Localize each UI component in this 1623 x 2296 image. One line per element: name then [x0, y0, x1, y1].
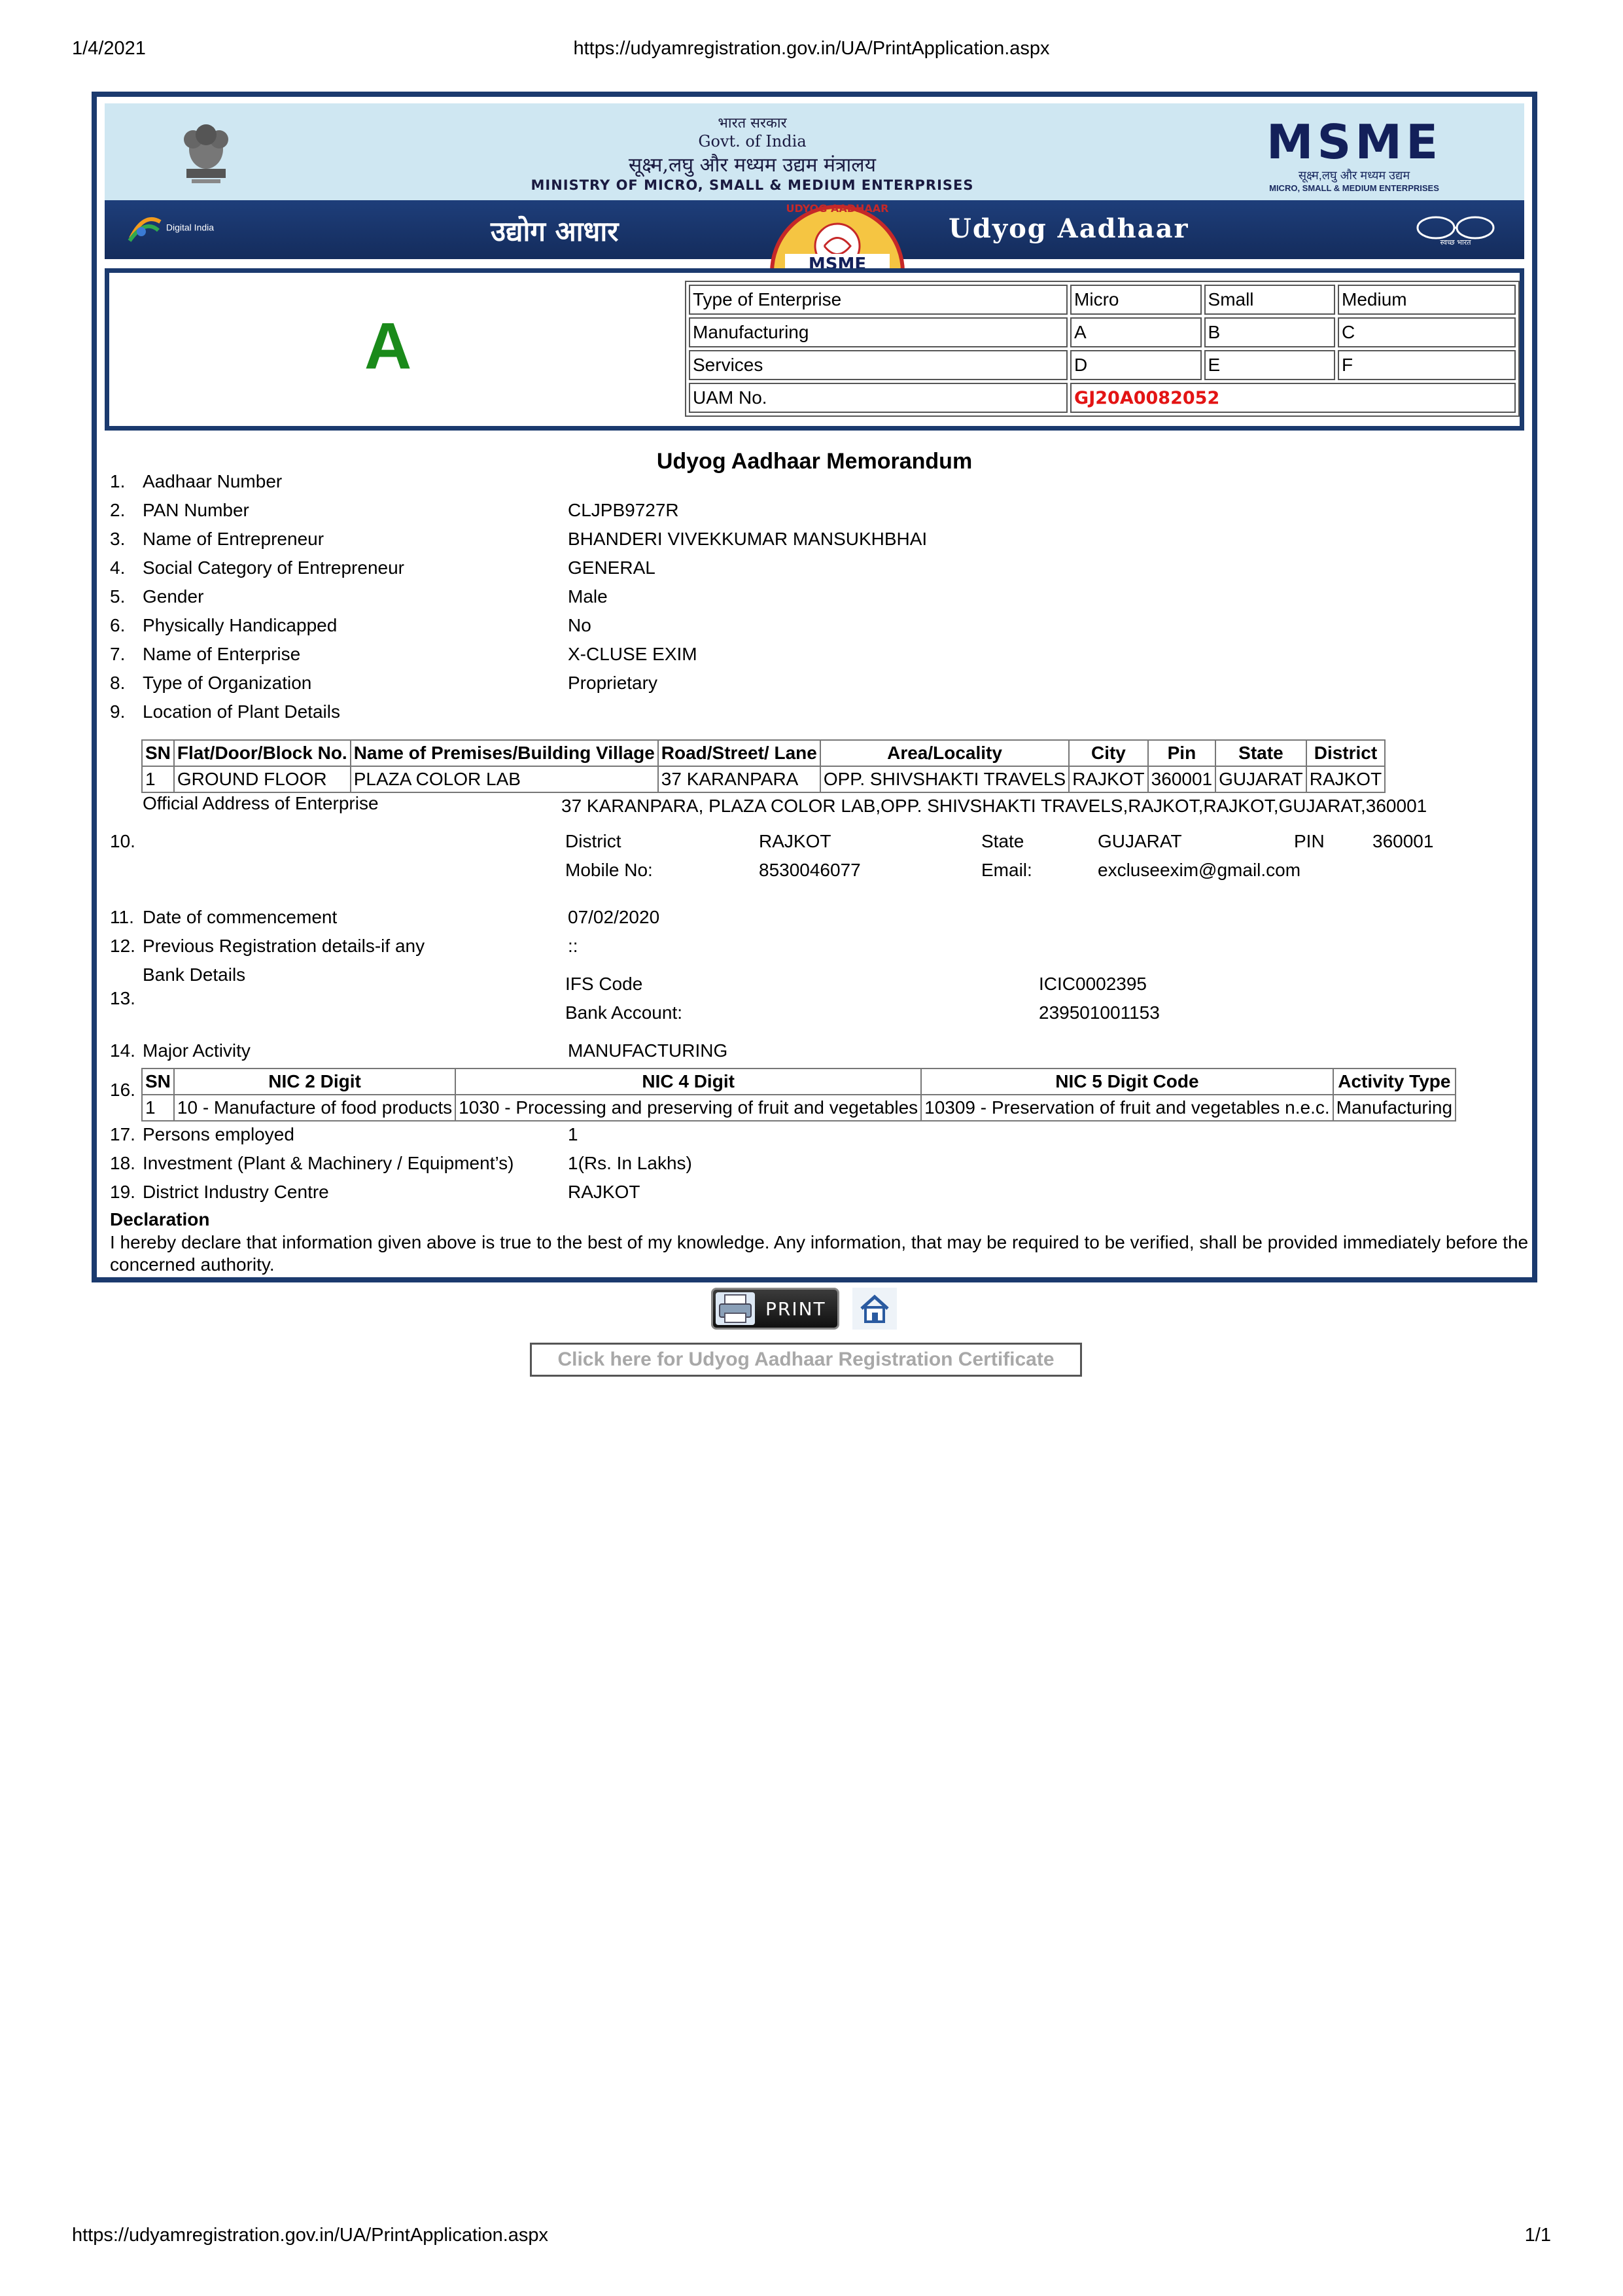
field-number: 13. — [110, 988, 135, 1008]
column-header: NIC 4 Digit — [455, 1069, 921, 1095]
field-label: Name of Entrepreneur — [143, 529, 324, 549]
table-cell: 1 — [142, 766, 174, 792]
field-number: 10. — [110, 831, 135, 851]
field-value: 07/02/2020 — [568, 907, 660, 927]
column-header: Road/Street/ Lane — [658, 740, 820, 766]
enterprise-classification — [105, 268, 1524, 431]
field-number: 7. — [110, 644, 126, 664]
field-value: CLJPB9727R — [568, 500, 679, 520]
swachh-bharat-glasses-icon — [1413, 213, 1498, 246]
field-value: :: — [568, 936, 578, 956]
field-label: Previous Registration details-if any — [143, 936, 425, 956]
print-date: 1/4/2021 — [72, 38, 146, 59]
mobile-label: Mobile No: — [565, 860, 653, 880]
field-label: District Industry Centre — [143, 1182, 329, 1202]
ministry-hindi: सूक्ष्म,लघु और मध्यम उद्यम मंत्रालय — [628, 154, 877, 177]
address-label: Official Address of Enterprise — [143, 793, 379, 813]
ministry-banner — [105, 103, 1524, 200]
field-number: 9. — [110, 701, 126, 722]
msme-logo — [1217, 116, 1492, 195]
field-value: 1 — [568, 1124, 578, 1144]
column-header: District — [1306, 740, 1385, 766]
table-cell: 1 — [142, 1095, 174, 1121]
uam-number: GJ20A0082052 — [1070, 383, 1516, 413]
plant-location-table — [141, 739, 1386, 793]
field-label: Persons employed — [143, 1124, 294, 1144]
print-button-label: PRINT — [765, 1298, 826, 1320]
page-title: Udyog Aadhaar Memorandum — [656, 449, 973, 474]
table-cell: 360001 — [1148, 766, 1215, 792]
table-header-row — [142, 1069, 1456, 1095]
table-cell: Micro — [1070, 285, 1201, 315]
field-value: RAJKOT — [568, 1182, 640, 1202]
table-cell: 1030 - Processing and preserving of fruit and vegetables — [455, 1095, 921, 1121]
field-value: X-CLUSE EXIM — [568, 644, 697, 664]
district-value: RAJKOT — [759, 831, 831, 851]
field-number: 5. — [110, 586, 126, 607]
field-number: 2. — [110, 500, 126, 520]
printer-icon — [716, 1292, 755, 1325]
memorandum-frame — [92, 92, 1537, 1282]
table-cell: Small — [1204, 285, 1335, 315]
table-cell: PLAZA COLOR LAB — [351, 766, 658, 792]
digital-india-icon — [124, 212, 164, 245]
print-url: https://udyamregistration.gov.in/UA/PrintApplication.aspx — [573, 38, 1050, 59]
print-header — [72, 38, 1551, 64]
field-label: Name of Enterprise — [143, 644, 301, 664]
field-value: BHANDERI VIVEKKUMAR MANSUKHBHAI — [568, 529, 928, 549]
column-header: Activity Type — [1333, 1069, 1456, 1095]
declaration-text: I hereby declare that information given above is true to the best of my knowledge. Any information, that may be required to be verified, shall be provided immediately before the concerned authority. — [110, 1232, 1529, 1275]
table-row — [689, 285, 1516, 315]
digital-india-logo — [124, 212, 214, 245]
ministry-english: MINISTRY OF MICRO, SMALL & MEDIUM ENTERPRISES — [531, 177, 974, 193]
table-cell: RAJKOT — [1306, 766, 1385, 792]
table-row — [142, 1095, 1456, 1121]
uam-label: UAM No. — [689, 383, 1068, 413]
gov-hindi: भारत सरकार — [718, 115, 787, 132]
msme-hindi: सूक्ष्म,लघु और मध्यम उद्यम — [1298, 169, 1410, 182]
field-value: MANUFACTURING — [568, 1040, 728, 1061]
column-header: NIC 5 Digit Code — [921, 1069, 1333, 1095]
table-cell: Manufacturing — [689, 317, 1068, 347]
table-cell: Medium — [1338, 285, 1516, 315]
enterprise-type-table — [685, 281, 1520, 417]
field-label: Gender — [143, 586, 204, 607]
column-header: Flat/Door/Block No. — [174, 740, 351, 766]
msme-english: MICRO, SMALL & MEDIUM ENTERPRISES — [1269, 183, 1439, 193]
table-cell: B — [1204, 317, 1335, 347]
seal-bottom-text: MSME — [808, 255, 867, 272]
ministry-title — [471, 113, 1034, 193]
table-cell: A — [1070, 317, 1201, 347]
table-header-row — [142, 740, 1385, 766]
table-cell: C — [1338, 317, 1516, 347]
certificate-link[interactable]: Click here for Udyog Aadhaar Registration Certificate — [530, 1343, 1082, 1377]
state-label: State — [981, 831, 1024, 851]
column-header: City — [1069, 740, 1147, 766]
table-cell: GUJARAT — [1215, 766, 1306, 792]
table-cell: Manufacturing — [1333, 1095, 1456, 1121]
field-number: 19. — [110, 1182, 135, 1202]
digital-india-text: Digital India — [166, 222, 215, 233]
field-number: 16. — [110, 1080, 135, 1100]
seal-top-text: UDYOG AADHAAR — [786, 202, 889, 215]
table-cell: D — [1070, 350, 1201, 380]
email-value: excluseexim@gmail.com — [1098, 860, 1301, 880]
column-header: Name of Premises/Building Village — [351, 740, 658, 766]
column-header: Pin — [1148, 740, 1215, 766]
field-label: Major Activity — [143, 1040, 251, 1061]
field-label: Location of Plant Details — [143, 701, 340, 722]
column-header: NIC 2 Digit — [174, 1069, 455, 1095]
field-value: GENERAL — [568, 557, 655, 578]
field-number: 11. — [110, 907, 134, 927]
field-value: No — [568, 615, 591, 635]
field-label: Physically Handicapped — [143, 615, 338, 635]
field-number: 17. — [110, 1124, 135, 1144]
field-label: Social Category of Entrepreneur — [143, 557, 404, 578]
gov-english: Govt. of India — [698, 132, 807, 150]
field-number: 6. — [110, 615, 126, 635]
table-row — [689, 383, 1516, 413]
table-cell: Type of Enterprise — [689, 285, 1068, 315]
email-label: Email: — [981, 860, 1032, 880]
field-value: 1(Rs. In Lakhs) — [568, 1153, 692, 1173]
table-row — [142, 766, 1385, 792]
table-cell: 10 - Manufacture of food products — [174, 1095, 455, 1121]
table-cell: E — [1204, 350, 1335, 380]
ifs-value: ICIC0002395 — [1039, 974, 1147, 994]
udyog-aadhaar-english: Udyog Aadhaar — [949, 213, 1189, 244]
field-number: 8. — [110, 673, 126, 693]
mobile-value: 8530046077 — [759, 860, 861, 880]
district-label: District — [565, 831, 621, 851]
column-header: State — [1215, 740, 1306, 766]
table-cell: GROUND FLOOR — [174, 766, 351, 792]
column-header: SN — [142, 740, 174, 766]
footer-url: https://udyamregistration.gov.in/UA/PrintApplication.aspx — [72, 2225, 549, 2246]
address-value: 37 KARANPARA, PLAZA COLOR LAB,OPP. SHIVSHAKTI TRAVELS,RAJKOT,RAJKOT,GUJARAT,360001 — [561, 796, 1427, 816]
pin-label: PIN — [1294, 831, 1325, 851]
bank-details-label: Bank Details — [143, 964, 246, 985]
udyog-aadhaar-banner — [105, 200, 1524, 272]
ashoka-emblem-icon — [167, 116, 245, 188]
table-cell: F — [1338, 350, 1516, 380]
column-header: SN — [142, 1069, 174, 1095]
bank-account-value: 239501001153 — [1039, 1002, 1160, 1023]
udyog-aadhaar-hindi: उद्योग आधार — [491, 215, 619, 247]
field-label: Type of Organization — [143, 673, 312, 693]
table-row — [689, 350, 1516, 380]
column-header: Area/Locality — [820, 740, 1069, 766]
print-button[interactable] — [711, 1288, 839, 1330]
swachh-bharat-label: स्वच्छ भारत — [1440, 238, 1471, 246]
ifs-label: IFS Code — [565, 974, 643, 994]
field-number: 18. — [110, 1153, 135, 1173]
field-value: Male — [568, 586, 608, 607]
table-cell: 10309 - Preservation of fruit and vegetables n.e.c. — [921, 1095, 1333, 1121]
table-cell: 37 KARANPARA — [658, 766, 820, 792]
table-cell: OPP. SHIVSHAKTI TRAVELS — [820, 766, 1069, 792]
field-number: 3. — [110, 529, 126, 549]
print-footer — [72, 2225, 1551, 2251]
field-label: Date of commencement — [143, 907, 338, 927]
nic-activity-table — [141, 1068, 1456, 1122]
field-label: Investment (Plant & Machinery / Equipment’s) — [143, 1153, 514, 1173]
table-row — [689, 317, 1516, 347]
msme-logo-text: MSME — [1266, 115, 1442, 169]
field-number: 4. — [110, 557, 126, 578]
declaration-title: Declaration — [110, 1209, 210, 1229]
bank-account-label: Bank Account: — [565, 1002, 683, 1023]
field-value: Proprietary — [568, 673, 657, 693]
page-number: 1/1 — [1524, 2225, 1551, 2246]
table-cell: Services — [689, 350, 1068, 380]
field-label: Aadhaar Number — [143, 471, 283, 491]
field-number: 14. — [110, 1040, 135, 1061]
udyog-aadhaar-seal — [759, 194, 916, 272]
table-cell: RAJKOT — [1069, 766, 1147, 792]
pin-value: 360001 — [1372, 831, 1434, 851]
field-label: PAN Number — [143, 500, 249, 520]
field-number: 1. — [110, 471, 126, 491]
field-number: 12. — [110, 936, 135, 956]
enterprise-grade: A — [364, 309, 412, 383]
state-value: GUJARAT — [1098, 831, 1182, 851]
home-icon[interactable] — [852, 1288, 897, 1330]
